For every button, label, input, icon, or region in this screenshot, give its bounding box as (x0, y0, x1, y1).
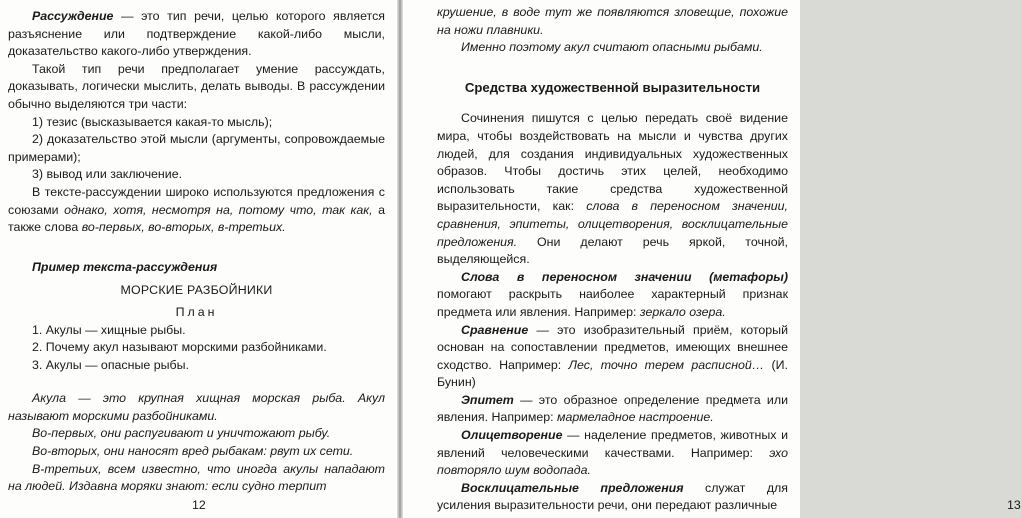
story-paragraph: В-третьих, всем известно, что иногда акулы нападают на людей. Издавна моряки знают: если судно терпит (8, 461, 385, 494)
plan-item: 1. Акулы — хищные рыбы. (32, 322, 186, 337)
page-number-left: 12 (192, 498, 206, 512)
left-page (0, 0, 397, 518)
intro-paragraph: Сочинения пишутся с целью передать своё видение мира, чтобы воздействовать на мысли и чувства других людей, для создания индивидуальных художественных образов. Чтобы достичь этих целей, необходимо использовать такие средства художественной выразительности, как: слова в переносном значении, сравнения, эпитеты, олицетворения, восклицательные предложения. Они делают речь яркой, точной, выделяющейся. (437, 111, 788, 267)
term-metaphor: Слова в переносном значении (метафоры) (461, 269, 788, 284)
story-title: МОРСКИЕ РАЗБОЙНИКИ (120, 283, 273, 298)
page-number-right: 13 (1007, 498, 1021, 512)
story-continuation: крушение, в воде тут же появляются зловещие, похожие на ножи плавники. (437, 5, 788, 37)
term-epithet: Эпитет (461, 392, 514, 407)
paragraph-conjunctions: В тексте-рассуждении широко используются предложения с союзами однако, хотя, несмотря на, потому что, так как, а также слова во-первых, во-вторых, в-третьих. (8, 184, 386, 235)
part-item: 1) тезис (высказывается какая-то мысль); (32, 114, 273, 129)
plan-item: 3. Акулы — опасные рыбы. (32, 357, 189, 372)
definition-paragraph: Рассуждение — это тип речи, целью которого является разъяснение или подтверждение какой-либо мысли, доказательство какого-либо утверждения. (8, 9, 385, 59)
paragraph-type: Такой тип речи предполагает умение рассуждать, доказывать, логически мыслить, делать выводы. В рассуждении обычно выделяются три части: (8, 61, 385, 111)
story-paragraph: Во-вторых, они наносят вред рыбакам: рвут их сети. (32, 444, 354, 459)
term-rassuzhdenie: Рассуждение (32, 9, 114, 23)
plan-title: План (175, 304, 218, 319)
story-paragraph: Акула — это крупная хищная морская рыба. Акул называют морскими разбойниками. (8, 391, 385, 423)
metaphor-paragraph: Слова в переносном значении (метафоры) помогают раскрыть наиболее характерный признак предмета или явления. Например: зеркало озера. (437, 269, 788, 319)
personification-paragraph: Олицетворение — наделение предметов, животных и явлений человеческими качествами. Например: эхо повторяло шум водопада. (437, 428, 788, 478)
right-page (403, 0, 1021, 518)
part-item: 3) вывод или заключение. (32, 167, 183, 182)
term-exclamatory: Восклицательные предложения (461, 480, 684, 495)
exclamatory-paragraph: Восклицательные предложения служат для усиления выразительности речи, они передают различные (437, 480, 788, 513)
comparison-paragraph: Сравнение — это изобразительный приём, который основан на сопоставлении предметов, имеющих внешнее сходство. Например: Лес, точно терем расписной… (И. Бунин) (437, 322, 788, 390)
section-heading: Средства художественной выразительности (464, 79, 761, 95)
example-heading: Пример текста-рассуждения (32, 259, 218, 274)
story-conclusion: Именно поэтому акул считают опасными рыбами. (461, 40, 763, 55)
term-personification: Олицетворение (461, 428, 563, 443)
part-item: 2) доказательство этой мысли (аргументы, сопровождаемые примерами); (8, 132, 385, 164)
plan-item: 2. Почему акул называют морскими разбойниками. (32, 340, 327, 355)
term-comparison: Сравнение (461, 322, 529, 337)
story-paragraph: Во-первых, они распугивают и уничтожают рыбу. (32, 426, 331, 441)
epithet-paragraph: Эпитет — это образное определение предмета или явления. Например: мармеладное настроение. (437, 392, 788, 425)
